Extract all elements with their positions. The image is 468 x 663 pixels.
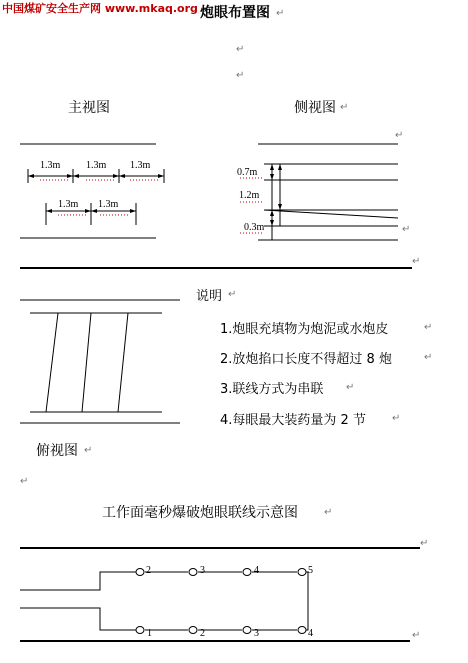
- blast-hole-icon: [243, 569, 251, 576]
- note-item: 4.每眼最大装药量为 2 节: [220, 413, 366, 428]
- note-item: 1.炮眼充填物为炮泥或水炮皮: [220, 322, 389, 337]
- side-view-label: 侧视图: [294, 100, 336, 116]
- side-dim-label: 0.7m: [237, 167, 258, 178]
- watermark: 中国煤矿安全生产网 www.mkaq.org: [2, 2, 198, 15]
- wiring-circuit: [20, 572, 308, 630]
- blast-hole-icon: [136, 627, 144, 634]
- front-view-drawing: [20, 144, 164, 238]
- paragraph-mark: ↵: [228, 289, 237, 300]
- blast-hole-icon: [136, 569, 144, 576]
- top-view-label: 俯视图: [36, 443, 78, 459]
- paragraph-mark: ↵: [402, 224, 411, 235]
- paragraph-mark: ↵: [324, 507, 333, 518]
- hole-number: 3: [254, 628, 259, 639]
- blast-hole-icon: [243, 627, 251, 634]
- hole-number: 2: [146, 565, 151, 576]
- paragraph-mark: ↵: [346, 382, 355, 393]
- paragraph-mark: ↵: [236, 44, 245, 55]
- hole-number: 4: [308, 628, 313, 639]
- hole-number: 2: [200, 628, 205, 639]
- side-dim-label: 1.2m: [239, 190, 260, 201]
- hole-number: 5: [308, 565, 313, 576]
- paragraph-mark: ↵: [395, 130, 404, 141]
- hole-number: 4: [254, 565, 259, 576]
- side-view-drawing: [258, 144, 398, 240]
- paragraph-mark: ↵: [276, 8, 285, 19]
- front-dim-label: 1.3m: [130, 160, 151, 171]
- paragraph-mark: ↵: [84, 445, 93, 456]
- paragraph-mark: ↵: [340, 102, 349, 113]
- paragraph-mark: ↵: [424, 352, 433, 363]
- page-title: 炮眼布置图: [200, 5, 270, 21]
- paragraph-mark: ↵: [412, 630, 421, 641]
- hole-number: 3: [200, 565, 205, 576]
- paragraph-mark: ↵: [420, 538, 429, 549]
- note-item: 2.放炮掐口长度不得超过 8 炮: [220, 352, 392, 367]
- paragraph-mark: ↵: [20, 476, 29, 487]
- front-dim-label: 1.3m: [58, 199, 79, 210]
- front-dim-label: 1.3m: [86, 160, 107, 171]
- blast-hole-icon: [298, 627, 306, 634]
- paragraph-mark: ↵: [236, 70, 245, 81]
- paragraph-mark: ↵: [412, 256, 421, 267]
- front-dim-label: 1.3m: [40, 160, 61, 171]
- front-view-label: 主视图: [68, 100, 110, 116]
- paragraph-mark: ↵: [424, 322, 433, 333]
- blast-hole-icon: [189, 627, 197, 634]
- blast-hole-icon: [298, 569, 306, 576]
- hole-number: 1: [147, 628, 152, 639]
- side-dim-label: 0.3m: [244, 222, 265, 233]
- paragraph-mark: ↵: [392, 413, 401, 424]
- note-item: 3.联线方式为串联: [220, 382, 324, 397]
- front-dim-label: 1.3m: [98, 199, 119, 210]
- wiring-title: 工作面毫秒爆破炮眼联线示意图: [102, 505, 298, 521]
- top-view-drawing: [20, 300, 180, 423]
- notes-heading: 说明: [196, 289, 223, 304]
- blast-hole-icon: [189, 569, 197, 576]
